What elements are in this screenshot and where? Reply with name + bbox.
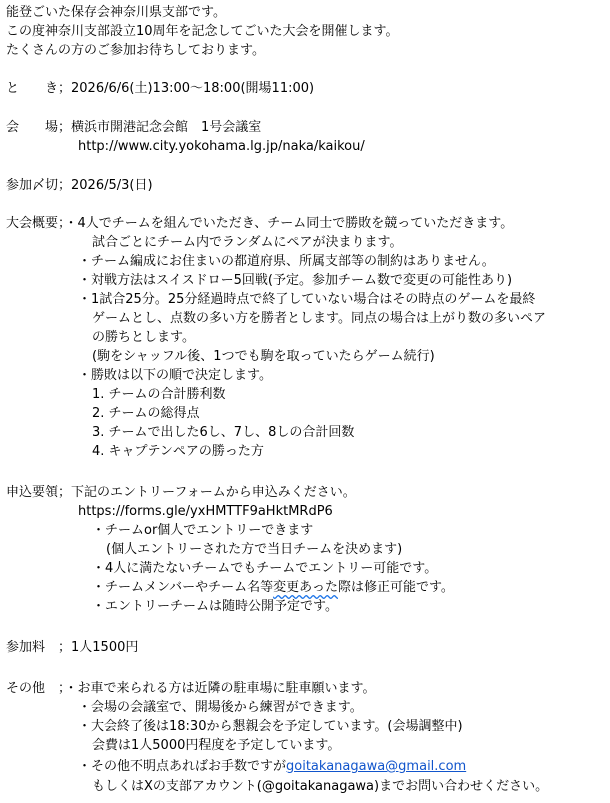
application-row xyxy=(6,483,356,502)
venue-url: http://www.city.yokohama.lg.jp/naka/kaikou/ xyxy=(78,139,365,154)
overview-line: 1. チームの合計勝利数 xyxy=(92,387,226,402)
venue-row xyxy=(6,118,261,137)
overview-line: 試合ごとにチーム内でランダムにペアが決まります。 xyxy=(92,235,403,250)
overview-row xyxy=(6,214,513,233)
other-row xyxy=(6,679,375,698)
intro-line-3: たくさんの方のご参加お待ちしております。 xyxy=(6,43,265,58)
overview-line: ・勝敗は以下の順で決定します。 xyxy=(78,368,272,383)
other-line: ・お車で来られる方は近隣の駐車場に駐車願います。 xyxy=(64,681,376,696)
other-contact-pre: ・その他不明点あればお手数ですが xyxy=(78,759,287,774)
application-url: https://forms.gle/yxHMTTF9aHktMRdP6 xyxy=(78,504,333,519)
other-label: その他 ； xyxy=(6,681,65,696)
intro-line-1: 能登ごいた保存会神奈川県支部です。 xyxy=(6,5,226,20)
email-link[interactable]: goitakanagawa@gmail.com xyxy=(286,759,467,774)
overview-line: 3. チームで出した6し、7し、8しの合計回数 xyxy=(92,425,355,440)
overview-line: (駒をシャッフル後、1つでも駒を取っていたらゲーム続行) xyxy=(92,349,435,364)
overview-line: 4. キャプテンペアの勝った方 xyxy=(92,444,264,459)
other-contact-row xyxy=(78,757,466,776)
application-item: ・エントリーチームは随時公開予定です。 xyxy=(92,599,338,614)
overview-line: 2. チームの総得点 xyxy=(92,406,200,421)
application-first: 下記のエントリーフォームから申込みください。 xyxy=(71,485,356,500)
overview-line: ・1試合25分。25分経過時点で終了していない場合はその時点のゲームを最終 xyxy=(78,292,536,307)
application-label: 申込要領； xyxy=(6,485,72,500)
venue-value: 横浜市開港記念会館 1号会議室 xyxy=(71,120,262,135)
venue-label: 会 場； xyxy=(6,120,72,135)
overview-line: ・チーム編成にお住まいの都道府県、所属支部等の制約はありません。 xyxy=(78,254,495,269)
other-line: 会費は1人5000円程度を予定しています。 xyxy=(92,738,341,753)
overview-line: ・4人でチームを組んでいただき、チーム同士で勝敗を競っていただきます。 xyxy=(64,216,514,231)
application-item xyxy=(92,578,454,597)
date-value: 2026/6/6(土)13:00〜18:00(開場11:00) xyxy=(71,81,315,96)
application-item-post: 際は修正可能です。 xyxy=(337,580,454,595)
other-contact-post: もしくはXの支部アカウント(@goitakanagawa)までお問い合わせください。 xyxy=(92,779,549,794)
overview-line: ・対戦方法はスイスドロー5回戦(予定。参加チーム数で変更の可能性あり) xyxy=(78,273,513,288)
overview-label: 大会概要； xyxy=(6,216,65,231)
application-item: (個人エントリーされた方で当日チームを決めます) xyxy=(106,542,403,557)
deadline-value: 2026/5/3(日) xyxy=(71,178,153,193)
date-label: と き； xyxy=(6,81,72,96)
other-line: ・会場の会議室で、開場後から練習ができます。 xyxy=(78,700,363,715)
intro-line-2: この度神奈川支部設立10周年を記念してごいた大会を開催します。 xyxy=(6,24,399,39)
overview-line: ゲームとし、点数の多い方を勝者とします。同点の場合は上がり数の多いペア xyxy=(92,311,546,326)
deadline-label: 参加〆切； xyxy=(6,178,72,193)
application-item-wavy: 変更あった xyxy=(273,580,338,595)
application-item: ・4人に満たないチームでもチームでエントリー可能です。 xyxy=(92,561,438,576)
overview-line: の勝ちとします。 xyxy=(92,330,195,345)
fee-label: 参加料 ； xyxy=(6,640,72,655)
deadline-row xyxy=(6,176,153,195)
fee-value: 1人1500円 xyxy=(71,640,139,655)
application-item-pre: ・チームメンバーやチーム名等 xyxy=(92,580,274,595)
fee-row xyxy=(6,638,138,657)
application-item: ・チームor個人でエントリーできます xyxy=(92,523,314,538)
other-line: ・大会終了後は18:30から懇親会を予定しています。(会場調整中) xyxy=(78,719,463,734)
date-row xyxy=(6,79,314,98)
